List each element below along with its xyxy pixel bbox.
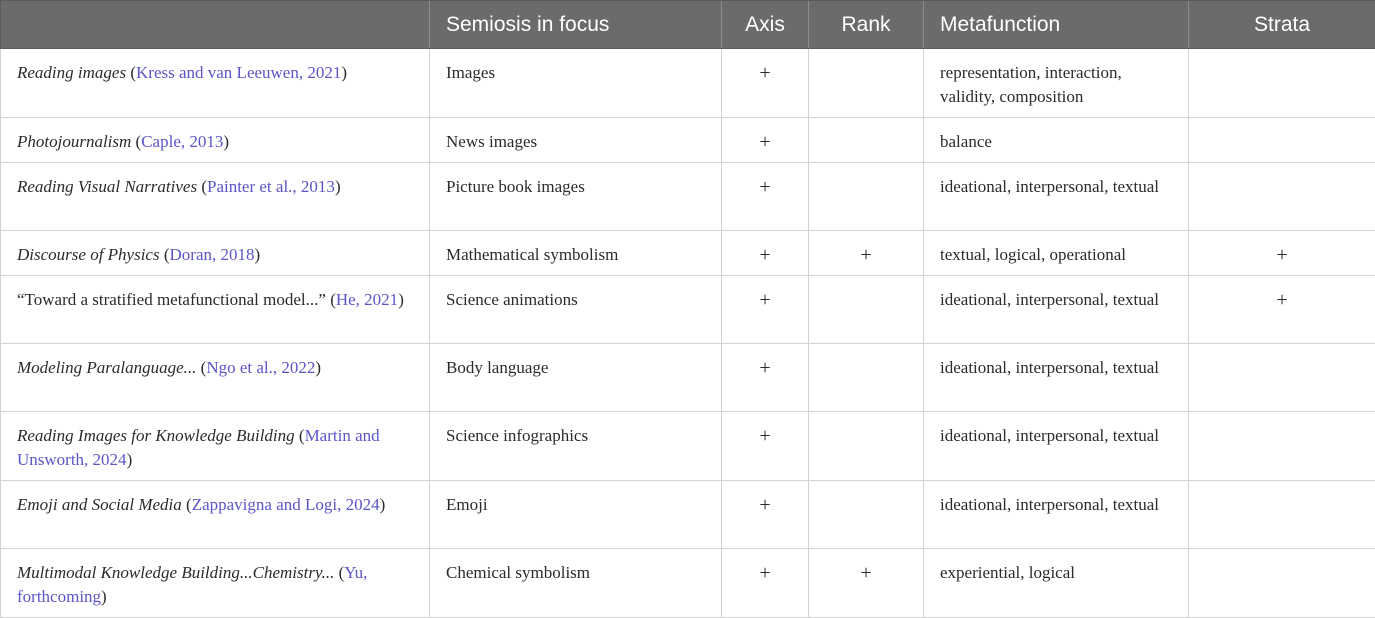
table-row (1, 163, 1375, 231)
citation-link[interactable]: Doran, 2018 (170, 245, 255, 264)
metafunction-cell: balance (924, 118, 1189, 163)
axis-cell: + (722, 344, 809, 412)
strata-cell (1189, 118, 1375, 163)
study-text: “Toward a stratified metafunctional model...” ( (17, 290, 336, 309)
semiosis-cell: Images (430, 49, 722, 118)
axis-cell: + (722, 276, 809, 344)
table-row (1, 49, 1375, 118)
study-cell (1, 344, 430, 412)
strata-cell (1189, 163, 1375, 231)
metafunction-cell: textual, logical, operational (924, 231, 1189, 276)
study-cell (1, 118, 430, 163)
semiosis-cell: Picture book images (430, 163, 722, 231)
semiosis-cell: News images (430, 118, 722, 163)
rank-cell: + (809, 231, 924, 276)
citation-link[interactable]: Ngo et al., 2022 (206, 358, 315, 377)
study-text: ( (126, 63, 136, 82)
study-text: ) (380, 495, 386, 514)
study-cell (1, 163, 430, 231)
header-row (1, 1, 1375, 49)
rank-cell (809, 49, 924, 118)
study-text: ) (341, 63, 347, 82)
header-axis: Axis (722, 1, 809, 49)
table-row (1, 549, 1375, 618)
study-text: ( (295, 426, 305, 445)
citation-link[interactable]: Painter et al., 2013 (207, 177, 335, 196)
study-cell (1, 412, 430, 481)
table-row (1, 231, 1375, 276)
rank-cell (809, 412, 924, 481)
strata-cell (1189, 549, 1375, 618)
axis-cell: + (722, 118, 809, 163)
table-row (1, 118, 1375, 163)
metafunction-cell: ideational, interpersonal, textual (924, 412, 1189, 481)
study-cell (1, 549, 430, 618)
rank-cell (809, 163, 924, 231)
study-text: ( (182, 495, 192, 514)
study-title: Reading Images for Knowledge Building (17, 426, 295, 445)
rank-cell (809, 481, 924, 549)
study-text: ( (334, 563, 344, 582)
semiosis-cell: Mathematical symbolism (430, 231, 722, 276)
table-row (1, 412, 1375, 481)
header-study (1, 1, 430, 49)
semiosis-cell: Chemical symbolism (430, 549, 722, 618)
axis-cell: + (722, 412, 809, 481)
semiosis-cell: Science animations (430, 276, 722, 344)
header-rank: Rank (809, 1, 924, 49)
axis-cell: + (722, 163, 809, 231)
study-text: ( (197, 177, 207, 196)
study-cell (1, 231, 430, 276)
axis-cell: + (722, 49, 809, 118)
strata-cell (1189, 481, 1375, 549)
axis-cell: + (722, 549, 809, 618)
strata-cell: + (1189, 276, 1375, 344)
study-text: ) (315, 358, 321, 377)
study-title: Multimodal Knowledge Building...Chemistry... (17, 563, 334, 582)
study-title: Emoji and Social Media (17, 495, 182, 514)
citation-link[interactable]: Martin and Unsworth, 2024 (17, 426, 380, 469)
strata-cell (1189, 344, 1375, 412)
study-title: Reading images (17, 63, 126, 82)
rank-cell (809, 118, 924, 163)
metafunction-cell: ideational, interpersonal, textual (924, 276, 1189, 344)
study-title: Modeling Paralanguage... (17, 358, 196, 377)
table-row (1, 344, 1375, 412)
semiosis-cell: Body language (430, 344, 722, 412)
rank-cell (809, 276, 924, 344)
study-title: Discourse of Physics (17, 245, 160, 264)
study-text: ) (101, 587, 107, 606)
study-text: ) (127, 450, 133, 469)
strata-cell: + (1189, 231, 1375, 276)
rank-cell: + (809, 549, 924, 618)
strata-cell (1189, 412, 1375, 481)
semiosis-cell: Science infographics (430, 412, 722, 481)
study-title: Photojournalism (17, 132, 131, 151)
citation-link[interactable]: Caple, 2013 (141, 132, 223, 151)
rank-cell (809, 344, 924, 412)
citation-link[interactable]: Yu, forthcoming (17, 563, 367, 606)
metafunction-cell: representation, interaction, validity, composition (924, 49, 1189, 118)
strata-cell (1189, 49, 1375, 118)
study-title: Reading Visual Narratives (17, 177, 197, 196)
study-cell (1, 276, 430, 344)
study-cell (1, 481, 430, 549)
study-text: ( (131, 132, 141, 151)
study-text: ) (223, 132, 229, 151)
study-text: ( (160, 245, 170, 264)
semiosis-cell: Emoji (430, 481, 722, 549)
metafunction-cell: ideational, interpersonal, textual (924, 344, 1189, 412)
metafunction-cell: ideational, interpersonal, textual (924, 481, 1189, 549)
citation-link[interactable]: He, 2021 (336, 290, 398, 309)
header-metafunction: Metafunction (924, 1, 1189, 49)
study-text: ) (255, 245, 261, 264)
table-row (1, 276, 1375, 344)
study-text: ) (398, 290, 404, 309)
header-strata: Strata (1189, 1, 1375, 49)
study-cell (1, 49, 430, 118)
axis-cell: + (722, 231, 809, 276)
study-text: ( (196, 358, 206, 377)
axis-cell: + (722, 481, 809, 549)
metafunction-cell: ideational, interpersonal, textual (924, 163, 1189, 231)
citation-link[interactable]: Zappavigna and Logi, 2024 (192, 495, 380, 514)
header-semiosis: Semiosis in focus (430, 1, 722, 49)
study-text: ) (335, 177, 341, 196)
metafunction-cell: experiential, logical (924, 549, 1189, 618)
table-row (1, 481, 1375, 549)
citation-link[interactable]: Kress and van Leeuwen, 2021 (136, 63, 341, 82)
